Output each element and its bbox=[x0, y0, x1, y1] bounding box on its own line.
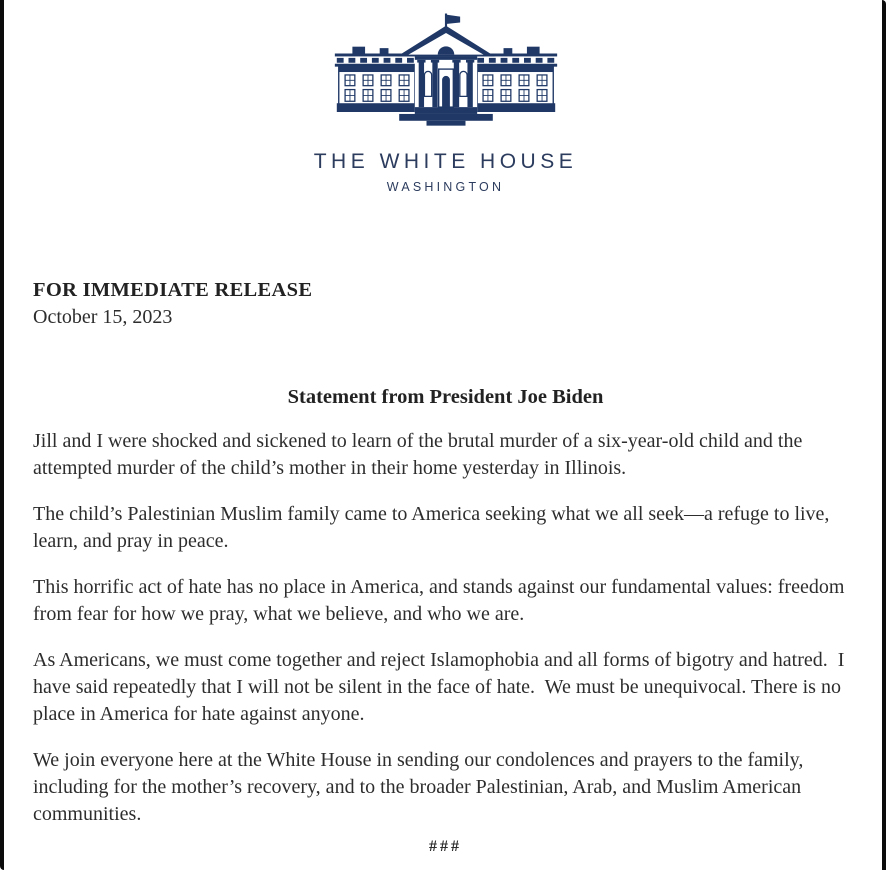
statement-paragraph-2: The child’s Palestinian Muslim family came to America seeking what we all seek—a refuge to live, learn, and pray in peace. bbox=[33, 503, 835, 552]
release-label: FOR IMMEDIATE RELEASE bbox=[33, 279, 313, 301]
statement-paragraph-5: We join everyone here at the White House in sending our condolences and prayers to the family, including for the mother’s recovery, and to the broader Palestinian, Arab, and Muslim American communities. bbox=[33, 749, 809, 825]
statement-paragraph-4: As Americans, we must come together and reject Islamophobia and all forms of bigotry and hatred. I have said repeatedly that I will not be silent in the face of hate. We must be unequivocal. There is no place in America for hate against anyone. bbox=[33, 649, 850, 725]
release-date: October 15, 2023 bbox=[33, 306, 173, 328]
statement-heading: Statement from President Joe Biden bbox=[287, 386, 604, 408]
release-info bbox=[33, 277, 858, 331]
statement-paragraph-3: This horrific act of hate has no place in America, and stands against our fundamental values: freedom from fear for how we pray, what we believe, and who we are. bbox=[33, 576, 850, 625]
end-mark: ### bbox=[429, 838, 462, 855]
white-house-building-icon bbox=[33, 12, 858, 139]
letterhead-title: THE WHITE HOUSE bbox=[313, 150, 578, 173]
letterhead-subtitle: WASHINGTON bbox=[386, 180, 505, 194]
letterhead bbox=[33, 12, 858, 195]
statement-paragraph-1: Jill and I were shocked and sickened to learn of the brutal murder of a six-year-old child and the attempted murder of the child’s mother in their home yesterday in Illinois. bbox=[33, 430, 808, 479]
